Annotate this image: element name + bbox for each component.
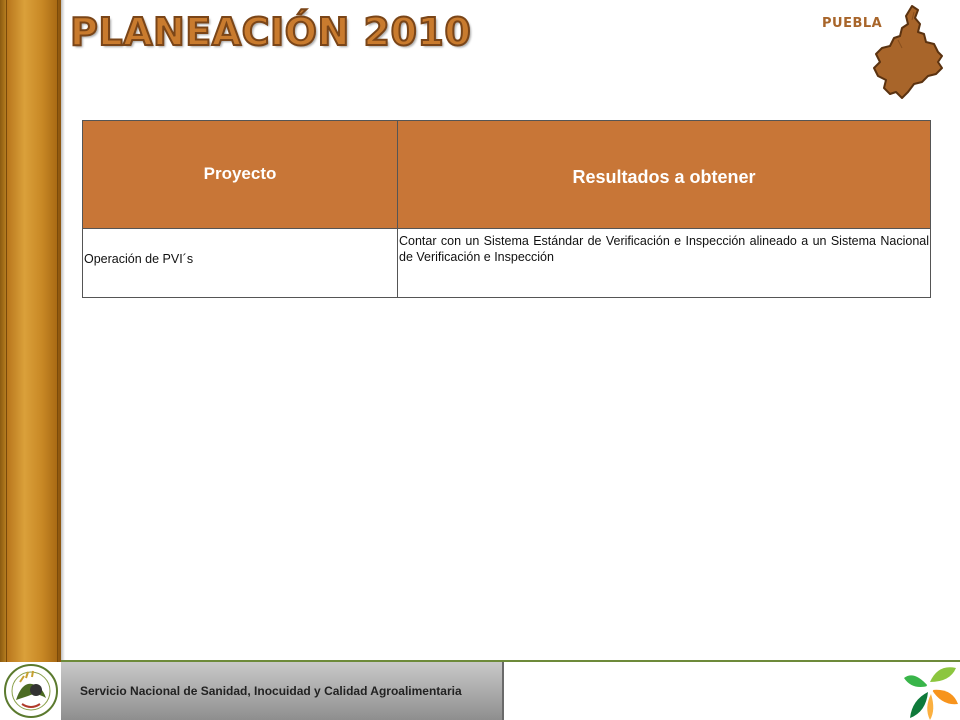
cell-resultado: Contar con un Sistema Estándar de Verificación e Inspección alineado a un Sistema Nacional de Verificación e Inspección xyxy=(398,229,931,298)
left-decorative-bar xyxy=(0,0,61,662)
cell-proyecto: Operación de PVI´s xyxy=(83,229,398,298)
header-proyecto: Proyecto xyxy=(83,121,398,229)
state-label: PUEBLA xyxy=(822,16,883,31)
left-bar-shadow xyxy=(61,0,65,662)
puebla-map-icon xyxy=(868,4,948,100)
projects-table xyxy=(82,120,931,298)
header-resultados: Resultados a obtener xyxy=(398,121,931,229)
footer-agency-name: Servicio Nacional de Sanidad, Inocuidad y Calidad Agroalimentaria xyxy=(80,684,462,698)
table-header-row xyxy=(83,121,931,229)
left-bar-panel xyxy=(6,0,58,662)
senasica-seal-icon xyxy=(2,662,60,720)
agriculture-leaf-logo-icon xyxy=(900,660,960,720)
table-row xyxy=(83,229,931,298)
page-title: PLANEACIÓN 2010 xyxy=(70,10,472,54)
